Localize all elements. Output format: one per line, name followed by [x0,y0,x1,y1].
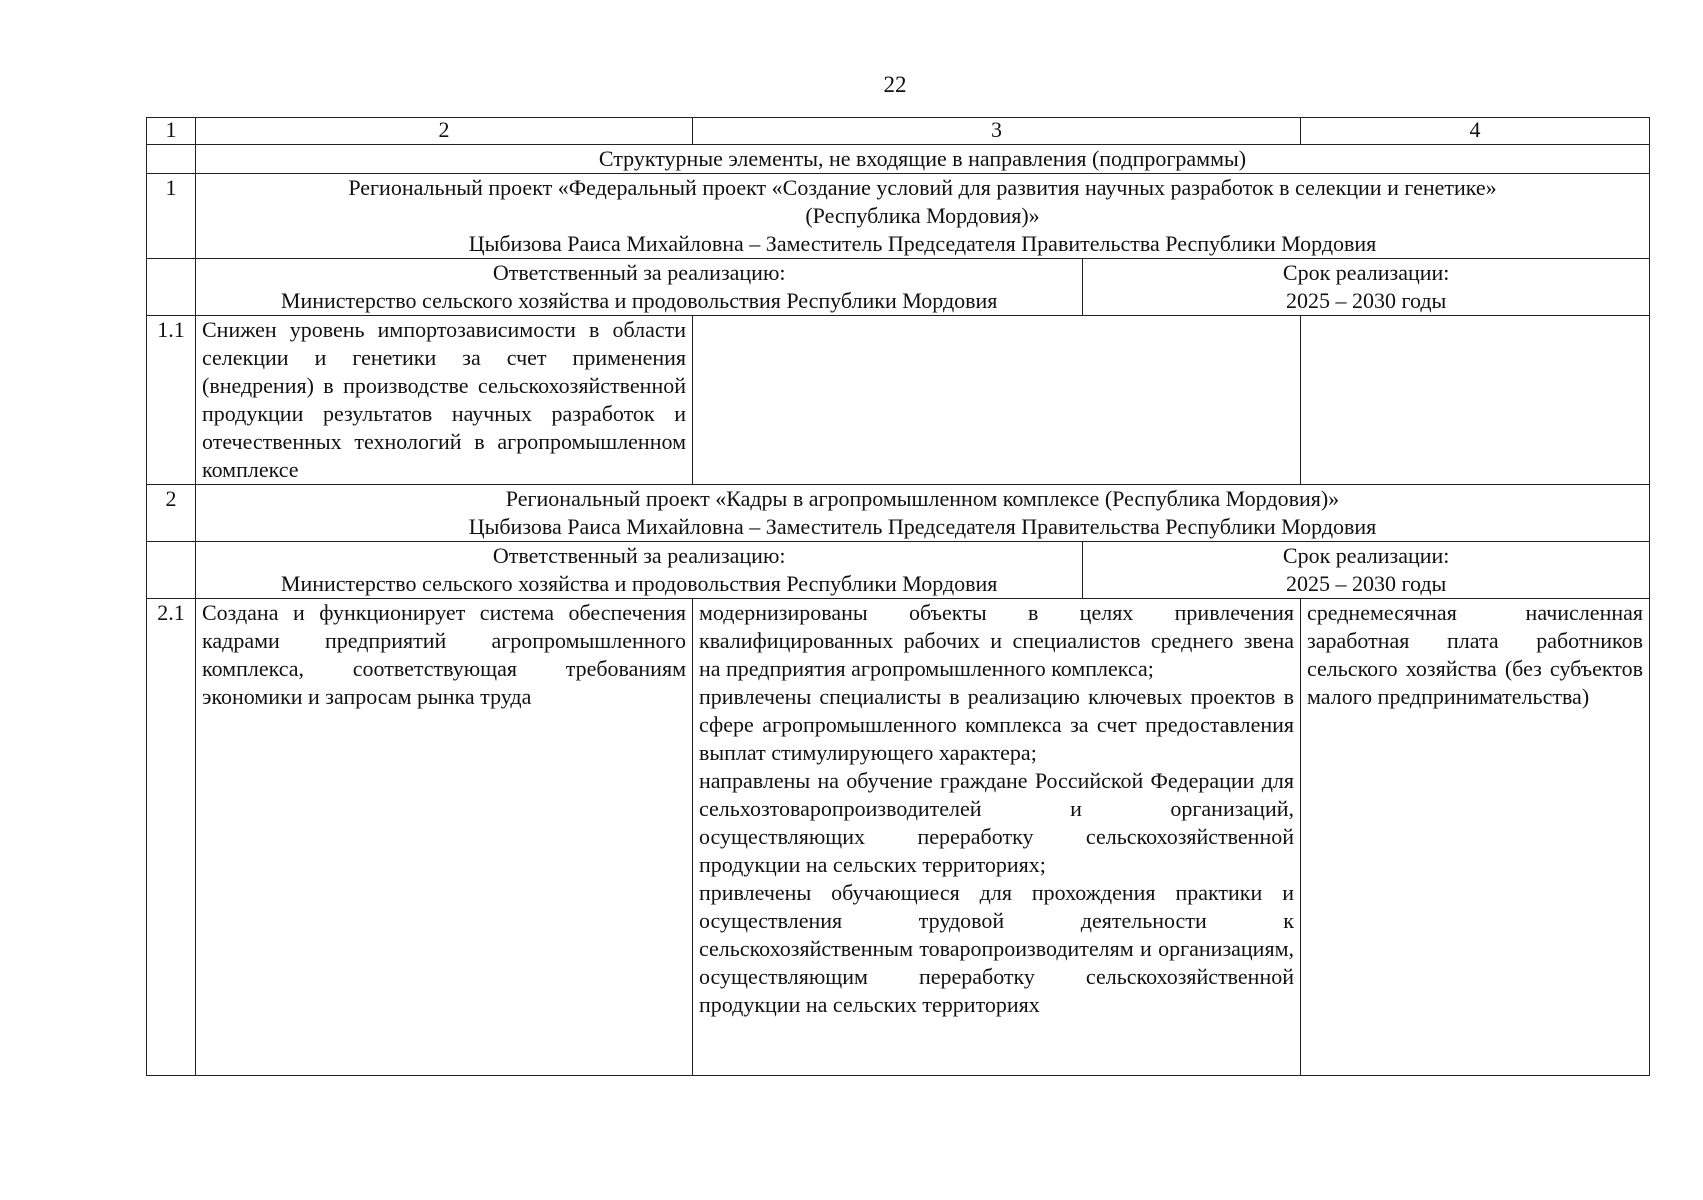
header-col-4: 4 [1301,118,1650,145]
project-2-number: 2 [147,485,196,542]
task-1-1-col4 [1301,316,1650,485]
task-2-1-number: 2.1 [147,599,196,1076]
project-1-number: 1 [147,174,196,259]
project-1-responsible-label: Ответственный за реализацию: [492,260,786,285]
task-1-1-description: Снижен уровень импортозависимости в области селекции и генетики за счет применения (внедрения) в производстве сельскохозяйственной продукции результатов научных разработок и отечественных технологий в агропромышленном комплексе [196,316,693,485]
header-col-1: 1 [147,118,196,145]
section-title: Структурные элементы, не входящие в направления (подпрограммы) [196,145,1650,174]
task-2-1-indicator: среднемесячная начисленная заработная плата работников сельского хозяйства (без субъектов малого предпринимательства) [1301,599,1650,1076]
project-2-responsible-value: Министерство сельского хозяйства и продовольствия Республики Мордовия [280,571,998,596]
header-row [147,118,1650,145]
project-2-term-value: 2025 – 2030 годы [1286,571,1447,596]
project-1-title-region: (Республика Мордовия)» [805,203,1040,228]
project-2-responsible-label: Ответственный за реализацию: [492,543,786,568]
task-2-1-results [693,599,1301,1076]
project-2-responsible-row [147,542,1650,599]
project-2-term-label: Срок реализации: [1282,543,1450,568]
task-2-1-row [147,599,1650,1076]
project-1-term-value: 2025 – 2030 годы [1286,288,1447,313]
task-2-1-result-1: модернизированы объекты в целях привлечения квалифицированных рабочих и специалистов среднего звена на предприятия агропромышленного комплекса; [699,600,1294,681]
project-2-title: Региональный проект «Кадры в агропромышленном комплексе (Республика Мордовия)» [505,486,1340,511]
section-title-row [147,145,1650,174]
task-2-1-result-4: привлечены обучающиеся для прохождения практики и осуществления трудовой деятельности к сельскохозяйственным товаропроизводителям и организациям, осуществляющим переработку сельскохозяйственной продукции на сельских территориях [699,880,1294,1017]
project-1-responsible-row [147,259,1650,316]
project-2-curator: Цыбизова Раиса Михайловна – Заместитель Председателя Правительства Республики Мордовия [468,514,1377,539]
task-2-1-result-3: направлены на обучение граждане Российской Федерации для сельхозтоваропроизводителей и организаций, осуществляющих переработку сельскохозяйственной продукции на сельских территориях; [699,768,1294,877]
project-1-curator: Цыбизова Раиса Михайловна – Заместитель Председателя Правительства Республики Мордовия [468,231,1377,256]
project-2-title-row [147,485,1650,542]
project-1-term-label: Срок реализации: [1282,260,1450,285]
header-col-2: 2 [196,118,693,145]
task-1-1-number: 1.1 [147,316,196,485]
task-1-1-col3 [693,316,1301,485]
task-2-1-result-2: привлечены специалисты в реализацию ключевых проектов в сфере агропромышленного комплекса за счет предоставления выплат стимулирующего характера; [699,684,1294,765]
page-number: 22 [883,72,907,97]
project-1-responsible-value: Министерство сельского хозяйства и продовольствия Республики Мордовия [280,288,998,313]
header-col-3: 3 [693,118,1301,145]
task-1-1-row [147,316,1650,485]
project-1-title: Региональный проект «Федеральный проект «Создание условий для развития научных разработок в селекции и генетике» [348,175,1497,200]
task-2-1-description: Создана и функционирует система обеспечения кадрами предприятий агропромышленного комплекса, соответствующая требованиям экономики и запросам рынка труда [196,599,693,1076]
structural-elements-table [146,117,1650,1076]
project-1-title-row [147,174,1650,259]
